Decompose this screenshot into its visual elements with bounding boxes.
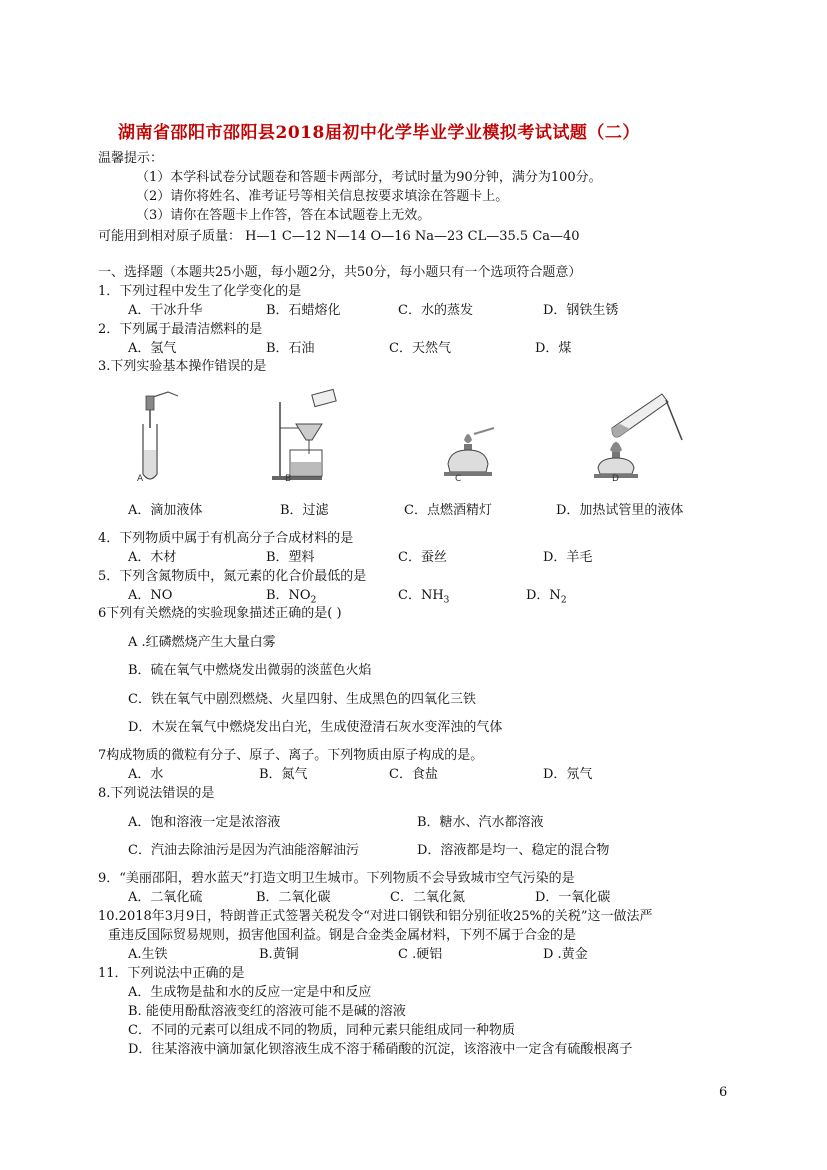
question-stem: 9．“美丽邵阳，碧水蓝天”打造文明卫生城市。下列物质不会导致城市空气污染的是	[98, 871, 575, 886]
option: A .红磷燃烧产生大量白雾	[128, 635, 276, 650]
alcohol-lamp-figure	[430, 388, 510, 488]
option: B．氮气	[259, 767, 308, 782]
notice-item: （1）本学科试卷分试题卷和答题卡两部分，考试时量为90分钟，满分为100分。	[136, 170, 602, 185]
option: C．水的蒸发	[398, 303, 473, 318]
question-stem: 4．下列物质中属于有机高分子合成材料的是	[98, 531, 354, 546]
option: A.生铁	[128, 947, 168, 962]
question-stem: 8.下列说法错误的是	[98, 786, 215, 801]
option: A．木材	[128, 550, 177, 565]
exam-title: 湖南省邵阳市邵阳县2018届初中化学毕业学业模拟考试试题（二）	[118, 123, 640, 143]
question-stem: 5．下列含氮物质中，氮元素的化合价最低的是	[98, 569, 367, 584]
atomic-masses: 可能用到相对原子质量： H—1 C—12 N—14 O—16 Na—23 CL—35.5 Ca—40	[98, 229, 580, 244]
option: A．NO	[128, 588, 173, 603]
option: A．水	[128, 767, 164, 782]
option: C．天然气	[389, 341, 451, 356]
option: A．二氧化硫	[128, 890, 203, 905]
figure-label: D	[612, 474, 619, 484]
filtration-figure	[268, 388, 348, 488]
option: D．木炭在氧气中燃烧发出白光，生成使澄清石灰水变浑浊的气体	[128, 720, 503, 735]
question-stem: 重违反国际贸易规则，损害他国利益。钢是合金类金属材料，下列不属于合金的是	[108, 928, 577, 943]
option: D．一氧化碳	[535, 890, 611, 905]
option: B．过滤	[280, 503, 329, 518]
option: A．氢气	[128, 341, 177, 356]
dropper-figure	[128, 388, 188, 488]
option: C．铁在氧气中剧烈燃烧、火星四射、生成黑色的四氧化三铁	[128, 692, 476, 707]
option: D．溶液都是均一、稳定的混合物	[417, 843, 610, 858]
option: C．二氧化氮	[390, 890, 465, 905]
option: D．煤	[535, 341, 572, 356]
page-number: 6	[719, 1085, 728, 1100]
option: C．蚕丝	[398, 550, 447, 565]
option: B．$NO_2$	[266, 588, 317, 606]
option: A．滴加液体	[128, 503, 203, 518]
question-stem: 10.2018年3月9日，特朗普正式签署关税发令“对进口钢铁和铝分别征收25%的关税”这一做法严	[98, 909, 653, 924]
question-stem: 1．下列过程中发生了化学变化的是	[98, 284, 302, 299]
option: B．石蜡熔化	[266, 303, 341, 318]
option: C．点燃酒精灯	[404, 503, 492, 518]
option: C．汽油去除油污是因为汽油能溶解油污	[128, 843, 359, 858]
option: D．钢铁生锈	[543, 303, 619, 318]
option: A．饱和溶液一定是浓溶液	[128, 815, 281, 830]
option: D．加热试管里的液体	[556, 503, 684, 518]
option: D．$N_2$	[526, 588, 567, 606]
option: A．干冰升华	[128, 303, 203, 318]
option: B．二氧化碳	[256, 890, 331, 905]
heating-test-tube-figure	[590, 388, 690, 488]
notice-heading: 温馨提示：	[98, 151, 164, 166]
option: C．食盐	[389, 767, 438, 782]
option: D．往某溶液中滴加氯化钡溶液生成不溶于稀硝酸的沉淀，该溶液中一定含有硫酸根离子	[128, 1042, 633, 1057]
question-stem: 7构成物质的微粒有分子、原子、离子。下列物质由原子构成的是。	[98, 748, 484, 763]
option: C．不同的元素可以组成不同的物质，同种元素只能组成同一种物质	[128, 1023, 515, 1038]
option: A．生成物是盐和水的反应一定是中和反应	[128, 985, 372, 1000]
option: B．硫在氧气中燃烧发出微弱的淡蓝色火焰	[128, 663, 372, 678]
notice-item: （3）请你在答题卡上作答，答在本试题卷上无效。	[136, 208, 431, 223]
option: B. 能使用酚酞溶液变红的溶液可能不是碱的溶液	[128, 1004, 406, 1019]
figure-label: A	[137, 474, 144, 484]
option: C．$NH_3$	[398, 588, 450, 606]
question-stem: 6下列有关燃烧的实验现象描述正确的是( )	[98, 606, 342, 621]
question-stem: 2．下列属于最清洁燃料的是	[98, 322, 263, 337]
option: C .硬铝	[398, 947, 443, 962]
notice-item: （2）请你将姓名、准考证号等相关信息按要求填涂在答题卡上。	[136, 189, 509, 204]
option: B．糖水、汽水都溶液	[417, 815, 544, 830]
option: D．氖气	[543, 767, 593, 782]
option: B．塑料	[266, 550, 315, 565]
question-stem: 3.下列实验基本操作错误的是	[98, 359, 267, 374]
option: B.黄铜	[259, 947, 299, 962]
question-stem: 11．下列说法中正确的是	[98, 966, 245, 981]
figure-label: B	[285, 474, 292, 484]
option: B．石油	[266, 341, 315, 356]
option: D．羊毛	[543, 550, 593, 565]
option: D .黄金	[543, 947, 588, 962]
figure-label: C	[455, 474, 462, 484]
section-heading: 一、选择题（本题共25小题，每小题2分，共50分，每小题只有一个选项符合题意）	[98, 265, 582, 280]
